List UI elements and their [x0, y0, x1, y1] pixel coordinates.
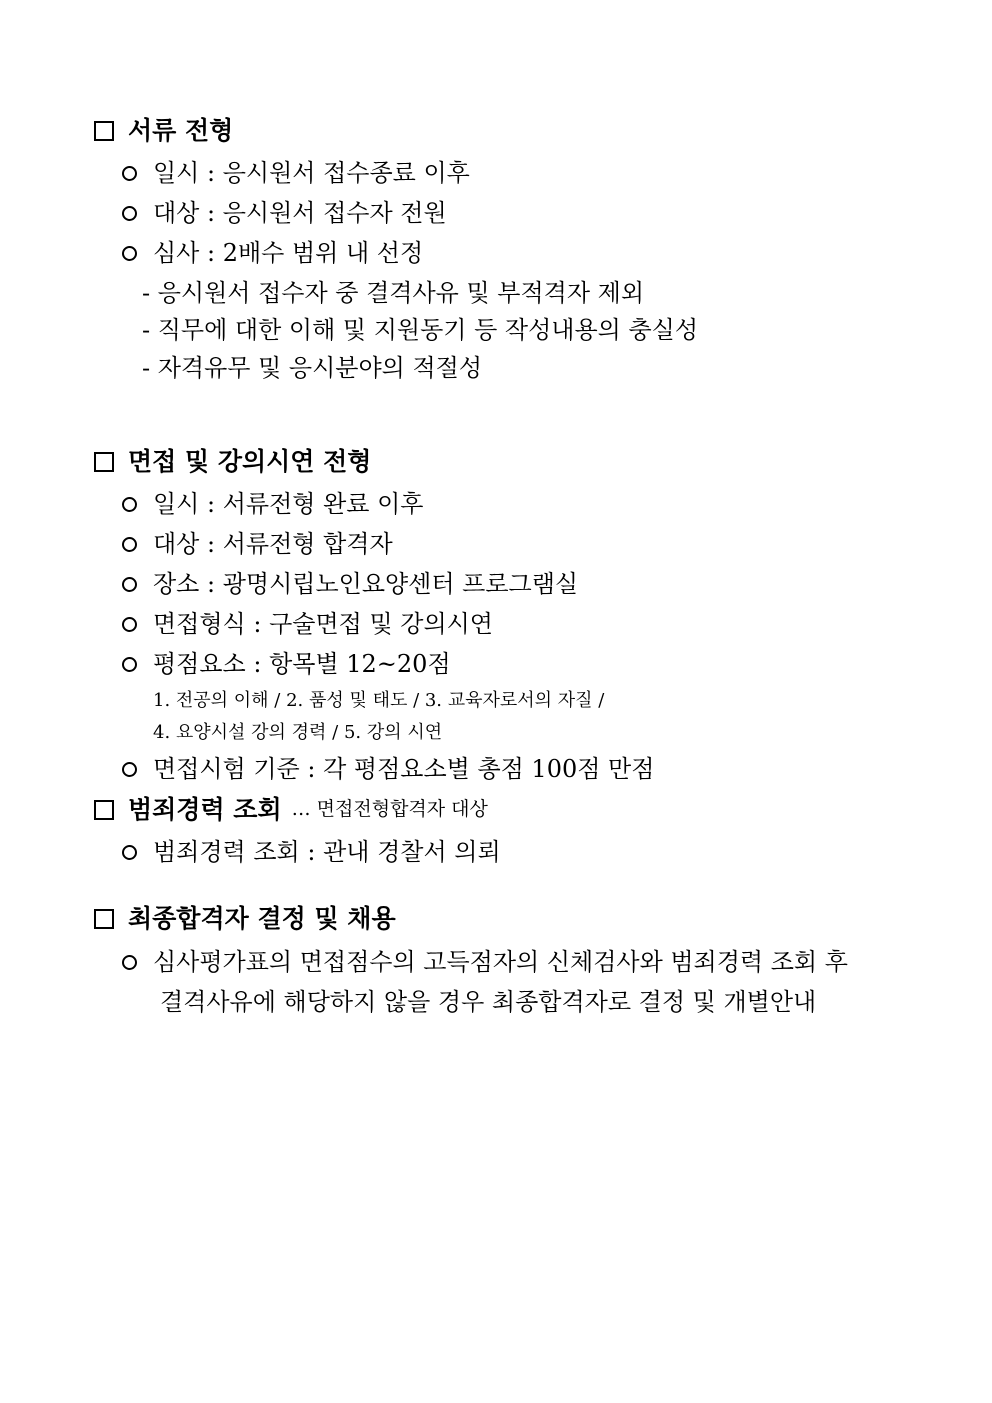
criteria-line: 4. 요양시설 강의 경력 / 5. 강의 시연	[153, 722, 443, 743]
bullet-item: 일시 : 서류전형 완료 이후	[122, 492, 423, 516]
checkbox-square-icon	[94, 121, 114, 141]
section-heading-interview	[94, 449, 371, 474]
dash-sub-item: - 직무에 대한 이해 및 지원동기 등 작성내용의 충실성	[142, 316, 699, 344]
dash-sub-item: - 자격유무 및 응시분야의 적절성	[142, 354, 483, 382]
bullet-item: 면접시험 기준 : 각 평점요소별 총점 100점 만점	[122, 757, 654, 781]
circle-bullet-icon	[122, 206, 137, 221]
circle-bullet-icon	[122, 955, 137, 970]
heading-text: 최종합격자 결정 및 채용	[128, 904, 396, 933]
criteria-line: 1. 전공의 이해 / 2. 품성 및 태도 / 3. 교육자로서의 자질 /	[153, 690, 605, 711]
section-heading-final	[94, 906, 396, 931]
heading-text: 면접 및 강의시연 전형	[128, 447, 372, 476]
bullet-item: 장소 : 광명시립노인요양센터 프로그램실	[122, 572, 578, 596]
bullet-item: 면접형식 : 구술면접 및 강의시연	[122, 612, 493, 636]
heading-text: 범죄경력 조회	[128, 795, 282, 824]
bullet-item: 심사 : 2배수 범위 내 선정	[122, 241, 423, 265]
section-heading-criminal-check	[94, 797, 488, 822]
bullet-item: 대상 : 응시원서 접수자 전원	[122, 201, 447, 225]
circle-bullet-icon	[122, 577, 137, 592]
heading-text: 서류 전형	[128, 116, 234, 145]
section-heading-document-screening	[94, 118, 233, 143]
bullet-item: 일시 : 응시원서 접수종료 이후	[122, 161, 470, 185]
circle-bullet-icon	[122, 166, 137, 181]
dash-sub-item: - 응시원서 접수자 중 결격사유 및 부적격자 제외	[142, 279, 645, 307]
checkbox-square-icon	[94, 800, 114, 820]
bullet-item: 평점요소 : 항목별 12~20점	[122, 652, 451, 676]
circle-bullet-icon	[122, 497, 137, 512]
circle-bullet-icon	[122, 762, 137, 777]
heading-note: … 면접전형합격자 대상	[291, 798, 488, 820]
checkbox-square-icon	[94, 909, 114, 929]
bullet-item: 심사평가표의 면접점수의 고득점자의 신체검사와 범죄경력 조회 후	[122, 950, 848, 974]
bullet-item: 대상 : 서류전형 합격자	[122, 532, 393, 556]
circle-bullet-icon	[122, 657, 137, 672]
bullet-item: 범죄경력 조회 : 관내 경찰서 의뢰	[122, 840, 501, 864]
checkbox-square-icon	[94, 452, 114, 472]
circle-bullet-icon	[122, 617, 137, 632]
circle-bullet-icon	[122, 845, 137, 860]
circle-bullet-icon	[122, 246, 137, 261]
circle-bullet-icon	[122, 537, 137, 552]
bullet-item-continuation: 결격사유에 해당하지 않을 경우 최종합격자로 결정 및 개별안내	[160, 988, 817, 1016]
